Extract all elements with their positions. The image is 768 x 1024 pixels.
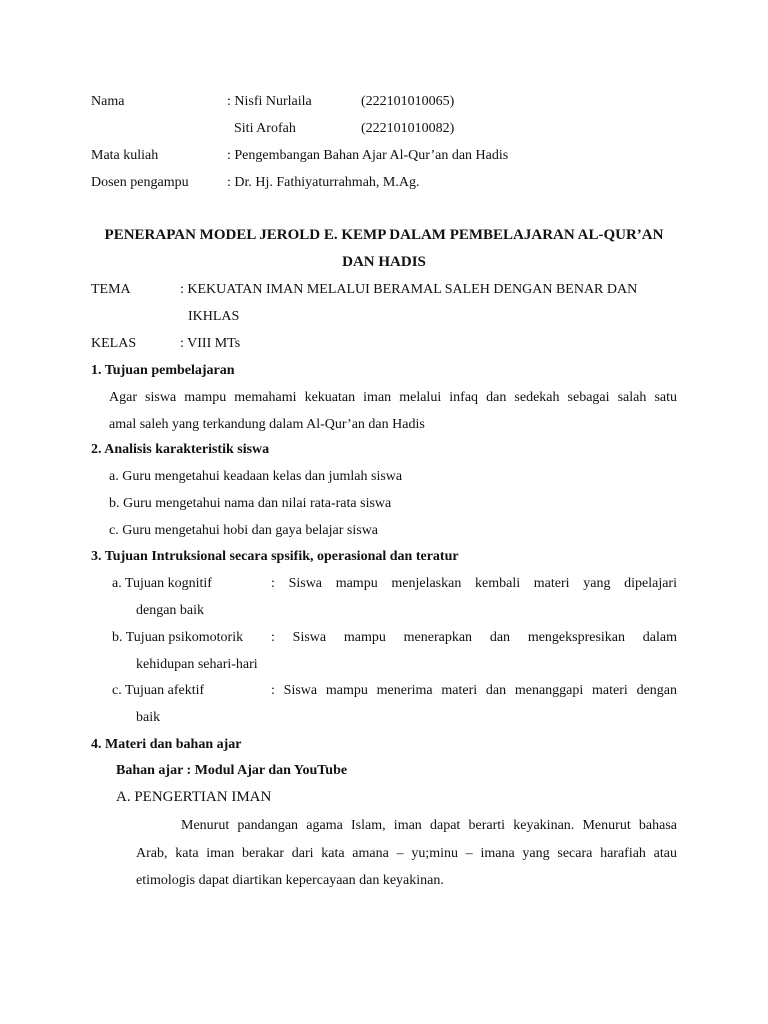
section-2-heading: 2. Analisis karakteristik siswa <box>91 442 270 457</box>
objective-kognitif-label: a. Tujuan kognitif <box>112 576 212 591</box>
section-1-paragraph-line-1: Agar siswa mampu memahami kekuatan iman melalui infaq dan sedekah sebagai salah satu <box>109 390 677 405</box>
objective-afektif-text: : Siswa mampu menerima materi dan menanggapi materi dengan <box>271 683 677 698</box>
tema-value-line-2: IKHLAS <box>188 309 240 324</box>
nim-2: (222101010082) <box>361 121 455 136</box>
dosen-label: Dosen pengampu <box>91 175 189 190</box>
nama-value-2: Siti Arofah <box>234 121 296 136</box>
matkul-label: Mata kuliah <box>91 148 159 163</box>
iman-paragraph-line-2: Arab, kata iman berakar dari kata amana – yu;minu – imana yang secara harafiah atau <box>136 846 677 861</box>
section-1-paragraph-line-2: amal saleh yang terkandung dalam Al-Qur’an dan Hadis <box>109 417 425 432</box>
section-4-heading: 4. Materi dan bahan ajar <box>91 737 242 752</box>
list-item: c. Guru mengetahui hobi dan gaya belajar siswa <box>109 523 379 538</box>
iman-paragraph-line-1: Menurut pandangan agama Islam, iman dapat berarti keyakinan. Menurut bahasa <box>181 818 677 833</box>
objective-kognitif-text-cont: dengan baik <box>136 603 205 618</box>
section-3-heading: 3. Tujuan Intruksional secara spsifik, operasional dan teratur <box>91 549 459 564</box>
document-title-line-2: DAN HADIS <box>342 254 426 270</box>
nama-label: Nama <box>91 94 125 109</box>
objective-kognitif-text: : Siswa mampu menjelaskan kembali materi yang dipelajari <box>271 576 677 591</box>
subheading-pengertian-iman: A. PENGERTIAN IMAN <box>116 789 272 805</box>
iman-paragraph-line-3: etimologis dapat diartikan kepercayaan dan keyakinan. <box>136 873 444 888</box>
kelas-label: KELAS <box>91 336 137 351</box>
matkul-value: : Pengembangan Bahan Ajar Al-Qur’an dan Hadis <box>227 148 509 163</box>
section-1-heading: 1. Tujuan pembelajaran <box>91 363 235 378</box>
list-item: a. Guru mengetahui keadaan kelas dan jumlah siswa <box>109 469 403 484</box>
objective-afektif-text-cont: baik <box>136 710 161 725</box>
dosen-value: : Dr. Hj. Fathiyaturrahmah, M.Ag. <box>227 175 420 190</box>
bahan-ajar-line: Bahan ajar : Modul Ajar dan YouTube <box>116 763 348 778</box>
kelas-value: : VIII MTs <box>180 336 241 351</box>
document-title-line-1: PENERAPAN MODEL JEROLD E. KEMP DALAM PEMBELAJARAN AL-QUR’AN <box>104 227 664 243</box>
objective-afektif-label: c. Tujuan afektif <box>112 683 205 698</box>
objective-psikomotorik-label: b. Tujuan psikomotorik <box>112 630 244 645</box>
objective-psikomotorik-text: : Siswa mampu menerapkan dan mengekspresikan dalam <box>271 630 677 645</box>
tema-value-line-1: : KEKUATAN IMAN MELALUI BERAMAL SALEH DENGAN BENAR DAN <box>180 282 638 297</box>
list-item: b. Guru mengetahui nama dan nilai rata-rata siswa <box>109 496 392 511</box>
tema-label: TEMA <box>91 282 131 297</box>
nim-1: (222101010065) <box>361 94 455 109</box>
nama-value-1: : Nisfi Nurlaila <box>227 94 312 109</box>
objective-psikomotorik-text-cont: kehidupan sehari-hari <box>136 657 258 672</box>
